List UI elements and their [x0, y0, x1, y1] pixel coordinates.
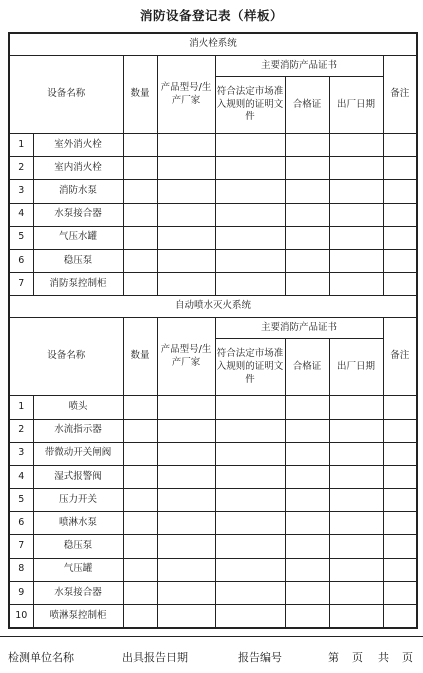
table-row — [9, 396, 417, 419]
cell-cert-market[interactable] — [215, 273, 285, 296]
row-number: 3 — [9, 180, 33, 203]
table-row — [9, 512, 417, 535]
cell-quantity[interactable] — [123, 157, 157, 180]
row-device-name: 水流指示器 — [33, 419, 123, 442]
header-cert-market: 符合法定市场准入规则的证明文件 — [215, 339, 285, 396]
header-remarks: 备注 — [383, 318, 417, 396]
cell-quantity[interactable] — [123, 558, 157, 581]
header-remarks: 备注 — [383, 56, 417, 134]
table-row — [9, 465, 417, 488]
section-title: 自动喷水灭火系统 — [9, 296, 417, 318]
row-device-name: 气压罐 — [33, 558, 123, 581]
cell-cert-market[interactable] — [215, 180, 285, 203]
cell-cert-date[interactable] — [329, 442, 383, 465]
cell-cert-market[interactable] — [215, 249, 285, 272]
table-row — [9, 180, 417, 203]
cell-cert-date[interactable] — [329, 134, 383, 157]
cell-cert-qualified[interactable] — [285, 442, 329, 465]
cell-cert-date[interactable] — [329, 419, 383, 442]
cell-remarks[interactable] — [383, 203, 417, 226]
form-footer — [0, 636, 423, 667]
table-row — [9, 419, 417, 442]
cell-model[interactable] — [157, 512, 215, 535]
table-row — [9, 134, 417, 157]
footer-report-number: 报告编号 — [238, 651, 282, 664]
cell-model[interactable] — [157, 558, 215, 581]
cell-cert-date[interactable] — [329, 273, 383, 296]
cell-cert-qualified[interactable] — [285, 134, 329, 157]
row-number: 6 — [9, 512, 33, 535]
row-number: 2 — [9, 419, 33, 442]
cell-cert-date[interactable] — [329, 535, 383, 558]
cell-remarks[interactable] — [383, 442, 417, 465]
header-device-name: 设备名称 — [9, 56, 123, 134]
cell-remarks[interactable] — [383, 581, 417, 604]
cell-cert-date[interactable] — [329, 581, 383, 604]
row-number: 4 — [9, 465, 33, 488]
cell-cert-qualified[interactable] — [285, 203, 329, 226]
table-row — [9, 203, 417, 226]
cell-cert-qualified[interactable] — [285, 581, 329, 604]
cell-quantity[interactable] — [123, 249, 157, 272]
cell-cert-date[interactable] — [329, 226, 383, 249]
row-number: 2 — [9, 157, 33, 180]
header-quantity: 数量 — [123, 318, 157, 396]
cell-cert-date[interactable] — [329, 203, 383, 226]
row-device-name: 稳压泵 — [33, 249, 123, 272]
cell-quantity[interactable] — [123, 535, 157, 558]
cell-remarks[interactable] — [383, 226, 417, 249]
row-number: 5 — [9, 489, 33, 512]
cell-model[interactable] — [157, 465, 215, 488]
row-number: 1 — [9, 396, 33, 419]
cell-cert-qualified[interactable] — [285, 512, 329, 535]
row-number: 8 — [9, 558, 33, 581]
cell-model[interactable] — [157, 226, 215, 249]
header-cert-qualified: 合格证 — [285, 77, 329, 134]
form-title: 消防设备登记表（样板） — [139, 8, 283, 23]
cell-model[interactable] — [157, 605, 215, 629]
row-device-name: 室内消火栓 — [33, 157, 123, 180]
cell-quantity[interactable] — [123, 203, 157, 226]
row-device-name: 气压水罐 — [33, 226, 123, 249]
table-row — [9, 442, 417, 465]
cell-cert-market[interactable] — [215, 605, 285, 629]
cell-cert-market[interactable] — [215, 157, 285, 180]
cell-remarks[interactable] — [383, 419, 417, 442]
row-device-name: 消防泵控制柜 — [33, 273, 123, 296]
header-cert-date: 出厂日期 — [329, 339, 383, 396]
cell-remarks[interactable] — [383, 396, 417, 419]
cell-cert-qualified[interactable] — [285, 249, 329, 272]
cell-quantity[interactable] — [123, 134, 157, 157]
cell-cert-market[interactable] — [215, 512, 285, 535]
cell-cert-qualified[interactable] — [285, 226, 329, 249]
cell-cert-date[interactable] — [329, 180, 383, 203]
cell-cert-market[interactable] — [215, 558, 285, 581]
footer-inspection-unit: 检测单位名称 — [8, 651, 74, 664]
cell-quantity[interactable] — [123, 396, 157, 419]
section-sprinkler-system — [9, 296, 417, 628]
header-cert-market: 符合法定市场准入规则的证明文件 — [215, 77, 285, 134]
row-number: 7 — [9, 273, 33, 296]
cell-quantity[interactable] — [123, 465, 157, 488]
cell-cert-date[interactable] — [329, 558, 383, 581]
cell-cert-date[interactable] — [329, 396, 383, 419]
cell-quantity[interactable] — [123, 489, 157, 512]
cell-remarks[interactable] — [383, 605, 417, 629]
header-device-name: 设备名称 — [9, 318, 123, 396]
cell-cert-market[interactable] — [215, 535, 285, 558]
cell-quantity[interactable] — [123, 180, 157, 203]
cell-cert-qualified[interactable] — [285, 535, 329, 558]
row-device-name: 喷头 — [33, 396, 123, 419]
cell-remarks[interactable] — [383, 535, 417, 558]
table-row — [9, 558, 417, 581]
header-model-manufacturer: 产品型号/生产厂家 — [157, 318, 215, 396]
header-cert-qualified: 合格证 — [285, 339, 329, 396]
table-row — [9, 273, 417, 296]
row-number: 9 — [9, 581, 33, 604]
cell-cert-qualified[interactable] — [285, 558, 329, 581]
cell-remarks[interactable] — [383, 512, 417, 535]
cell-quantity[interactable] — [123, 419, 157, 442]
cell-model[interactable] — [157, 396, 215, 419]
row-number: 3 — [9, 442, 33, 465]
row-device-name: 消防水泵 — [33, 180, 123, 203]
cell-cert-qualified[interactable] — [285, 157, 329, 180]
row-number: 10 — [9, 605, 33, 629]
cell-quantity[interactable] — [123, 226, 157, 249]
footer-total-label: 共 — [378, 651, 389, 664]
cell-cert-market[interactable] — [215, 226, 285, 249]
cell-model[interactable] — [157, 203, 215, 226]
header-certs-group: 主要消防产品证书 — [215, 318, 383, 339]
cell-cert-market[interactable] — [215, 396, 285, 419]
cell-cert-market[interactable] — [215, 203, 285, 226]
cell-cert-qualified[interactable] — [285, 419, 329, 442]
cell-remarks[interactable] — [383, 558, 417, 581]
cell-cert-qualified[interactable] — [285, 605, 329, 629]
cell-cert-qualified[interactable] — [285, 273, 329, 296]
cell-cert-date[interactable] — [329, 465, 383, 488]
cell-quantity[interactable] — [123, 581, 157, 604]
table-row — [9, 605, 417, 629]
cell-cert-market[interactable] — [215, 134, 285, 157]
cell-cert-qualified[interactable] — [285, 489, 329, 512]
cell-quantity[interactable] — [123, 512, 157, 535]
section-hydrant-system — [9, 33, 417, 296]
row-device-name: 喷淋水泵 — [33, 512, 123, 535]
footer-page-label: 第 — [328, 651, 339, 664]
cell-cert-qualified[interactable] — [285, 465, 329, 488]
cell-cert-market[interactable] — [215, 489, 285, 512]
header-quantity: 数量 — [123, 56, 157, 134]
footer-report-date: 出具报告日期 — [122, 651, 188, 664]
cell-model[interactable] — [157, 535, 215, 558]
cell-cert-date[interactable] — [329, 249, 383, 272]
section-title: 消火栓系统 — [9, 33, 417, 56]
row-number: 4 — [9, 203, 33, 226]
cell-quantity[interactable] — [123, 605, 157, 629]
cell-cert-market[interactable] — [215, 465, 285, 488]
row-device-name: 室外消火栓 — [33, 134, 123, 157]
cell-model[interactable] — [157, 489, 215, 512]
cell-remarks[interactable] — [383, 489, 417, 512]
header-model-manufacturer: 产品型号/生产厂家 — [157, 56, 215, 134]
footer-page-unit: 页 — [352, 651, 363, 664]
row-device-name: 稳压泵 — [33, 535, 123, 558]
cell-quantity[interactable] — [123, 442, 157, 465]
table-row — [9, 489, 417, 512]
cell-remarks[interactable] — [383, 134, 417, 157]
cell-quantity[interactable] — [123, 273, 157, 296]
table-row — [9, 249, 417, 272]
equipment-register-table — [8, 32, 418, 629]
cell-remarks[interactable] — [383, 273, 417, 296]
cell-cert-qualified[interactable] — [285, 180, 329, 203]
header-certs-group: 主要消防产品证书 — [215, 56, 383, 77]
header-cert-date: 出厂日期 — [329, 77, 383, 134]
cell-cert-market[interactable] — [215, 442, 285, 465]
cell-model[interactable] — [157, 157, 215, 180]
row-number: 7 — [9, 535, 33, 558]
row-number: 1 — [9, 134, 33, 157]
row-number: 5 — [9, 226, 33, 249]
table-row — [9, 535, 417, 558]
cell-model[interactable] — [157, 134, 215, 157]
table-row — [9, 226, 417, 249]
row-number: 6 — [9, 249, 33, 272]
cell-model[interactable] — [157, 180, 215, 203]
row-device-name: 喷淋泵控制柜 — [33, 605, 123, 629]
cell-model[interactable] — [157, 273, 215, 296]
cell-remarks[interactable] — [383, 465, 417, 488]
cell-model[interactable] — [157, 442, 215, 465]
cell-cert-date[interactable] — [329, 512, 383, 535]
cell-cert-date[interactable] — [329, 489, 383, 512]
cell-remarks[interactable] — [383, 249, 417, 272]
table-row — [9, 581, 417, 604]
cell-model[interactable] — [157, 249, 215, 272]
cell-model[interactable] — [157, 419, 215, 442]
table-row — [9, 157, 417, 180]
cell-model[interactable] — [157, 581, 215, 604]
row-device-name: 带微动开关闸阀 — [33, 442, 123, 465]
row-device-name: 压力开关 — [33, 489, 123, 512]
cell-cert-market[interactable] — [215, 581, 285, 604]
cell-remarks[interactable] — [383, 157, 417, 180]
row-device-name: 湿式报警阀 — [33, 465, 123, 488]
cell-cert-date[interactable] — [329, 157, 383, 180]
cell-cert-date[interactable] — [329, 605, 383, 629]
cell-cert-market[interactable] — [215, 419, 285, 442]
row-device-name: 水泵接合器 — [33, 203, 123, 226]
cell-cert-qualified[interactable] — [285, 396, 329, 419]
cell-remarks[interactable] — [383, 180, 417, 203]
footer-total-unit: 页 — [402, 651, 413, 664]
row-device-name: 水泵接合器 — [33, 581, 123, 604]
